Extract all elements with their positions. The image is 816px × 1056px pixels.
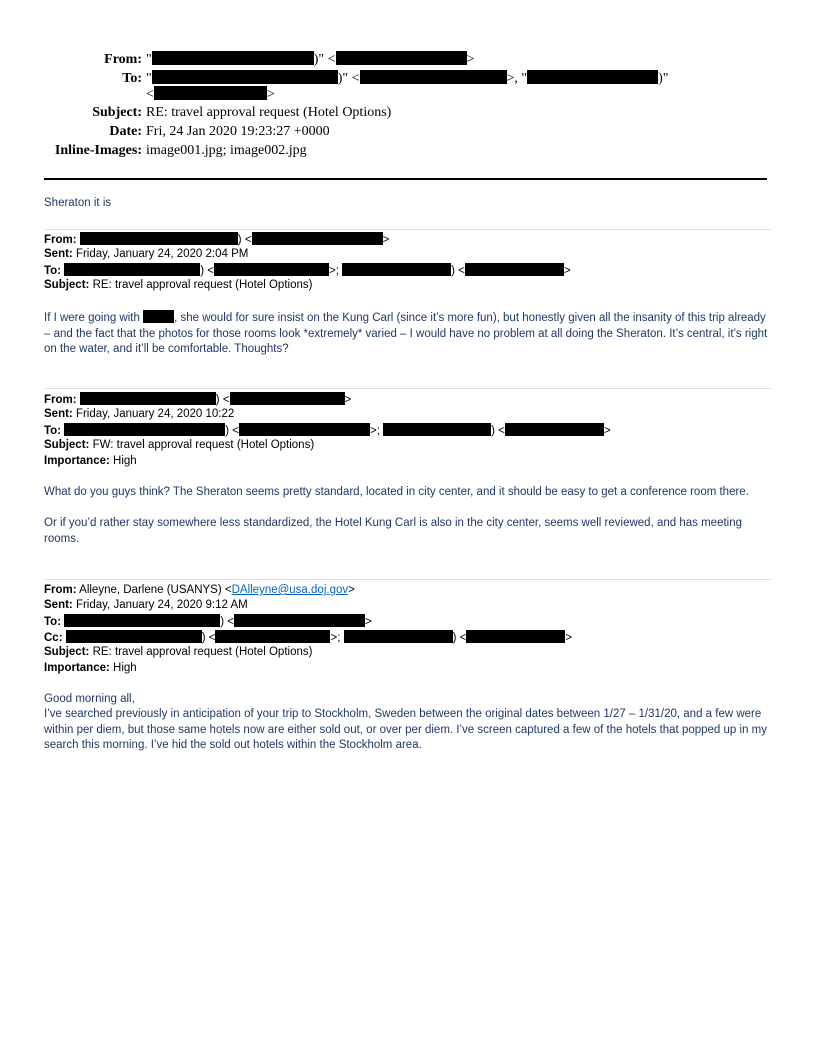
redaction: [336, 51, 467, 65]
redaction: [234, 614, 365, 627]
redaction: [154, 86, 267, 100]
msg2-subject-value: FW: travel approval request (Hotel Options): [92, 439, 315, 451]
message-separator: [44, 579, 772, 580]
header-to-row-continued: < >: [146, 87, 275, 102]
msg2-importance-value: High: [113, 455, 137, 467]
redaction: [360, 70, 507, 84]
redaction: [505, 423, 604, 436]
redaction: [465, 263, 564, 276]
msg2-paragraph-2: Or if you’d rather stay somewhere less standardized, the Hotel Kung Carl is also in the city center, seems well reviewed, and has meeting rooms.: [44, 517, 743, 545]
msg3-subject-row: Subject: RE: travel approval request (Hotel Options): [44, 646, 313, 658]
msg3-subject-value: RE: travel approval request (Hotel Options): [92, 646, 313, 658]
msg1-from-row: From: ) < >: [44, 234, 390, 246]
msg1-subject-value: RE: travel approval request (Hotel Options): [92, 279, 313, 291]
redaction: [152, 51, 314, 65]
msg3-importance-row: Importance: High: [44, 662, 137, 674]
msg2-importance-row: Importance: High: [44, 455, 137, 467]
msg1-sent-value: Friday, January 24, 2020 2:04 PM: [75, 248, 249, 260]
sender-email-link[interactable]: DAlleyne@usa.doj.gov: [231, 584, 349, 596]
redaction: [383, 423, 491, 436]
msg3-to-row: To: ) < >: [44, 616, 372, 628]
redaction: [239, 423, 370, 436]
msg1-sent-row: Sent: Friday, January 24, 2020 2:04 PM: [44, 248, 249, 260]
redaction: [80, 392, 216, 405]
msg2-from-row: From: ) < >: [44, 394, 352, 406]
msg2-sent-value: Friday, January 24, 2020 10:22: [75, 408, 235, 420]
msg3-importance-value: High: [113, 662, 137, 674]
redaction: [66, 630, 202, 643]
redaction: [214, 263, 329, 276]
header-subject-value: RE: travel approval request (Hotel Options): [146, 105, 392, 120]
msg2-paragraph-1: What do you guys think? The Sheraton seems pretty standard, located in city center, and it should be easy to get a conference room there.: [44, 486, 749, 498]
msg1-to-row: To: ) < >; ) < >: [44, 265, 571, 277]
redaction: [152, 70, 338, 84]
msg3-body: I’ve searched previously in anticipation of your trip to Stockholm, Sweden between the original dates between 1/27 – 1/31/20, and a few were within per diem, but those same hotels now are either sold out, or over per diem. I’ve screen captured a few of the hotels that popped up in my search this morning. I’ve hid the sold out hotels within the Stockholm area.: [44, 708, 767, 751]
msg1-subject-row: Subject: RE: travel approval request (Hotel Options): [44, 279, 313, 291]
msg3-sent-value: Friday, January 24, 2020 9:12 AM: [75, 599, 248, 611]
msg2-sent-row: Sent: Friday, January 24, 2020 10:22: [44, 408, 235, 420]
msg3-cc-row: Cc: ) < >; ) < >: [44, 632, 573, 644]
header-to-label: To:: [122, 71, 142, 86]
redaction: [342, 263, 451, 276]
msg2-to-row: To: ) < >; ) < >: [44, 425, 611, 437]
redaction: [215, 630, 330, 643]
redaction: [80, 232, 238, 245]
message-separator: [44, 388, 772, 389]
header-subject-label: Subject:: [92, 105, 142, 120]
message-separator: [44, 229, 772, 230]
redaction: [527, 70, 658, 84]
msg3-from-row: From: Alleyne, Darlene (USANYS) <DAlleyne@usa.doj.gov>: [44, 584, 355, 596]
header-divider: [44, 178, 767, 180]
redaction: [64, 423, 225, 436]
redaction: [64, 614, 220, 627]
msg1-body: If I were going with , she would for sure insist on the Kung Carl (since it’s more fun), but honestly given all the insanity of this trip already – and the fact that the photos for those rooms look *extremely* varied – I would have no problem at all doing the Sheraton. It’s central, it’s right on the water, and it’ll be comfortable. Thoughts?: [44, 312, 768, 355]
header-date-value: Fri, 24 Jan 2020 19:23:27 +0000: [146, 124, 330, 139]
header-images-label: Inline-Images:: [54, 143, 142, 158]
header-from-label: From:: [104, 52, 142, 67]
redaction: [466, 630, 565, 643]
msg2-subject-row: Subject: FW: travel approval request (Hotel Options): [44, 439, 315, 451]
header-date-label: Date:: [109, 124, 142, 139]
header-images-value: image001.jpg; image002.jpg: [146, 143, 307, 158]
msg3-sent-row: Sent: Friday, January 24, 2020 9:12 AM: [44, 599, 248, 611]
redaction: [143, 310, 174, 323]
redaction: [230, 392, 345, 405]
redaction: [64, 263, 200, 276]
redaction: [344, 630, 453, 643]
msg3-greeting: Good morning all,: [44, 693, 135, 705]
reply-body: Sheraton it is: [44, 197, 112, 209]
redaction: [252, 232, 383, 245]
